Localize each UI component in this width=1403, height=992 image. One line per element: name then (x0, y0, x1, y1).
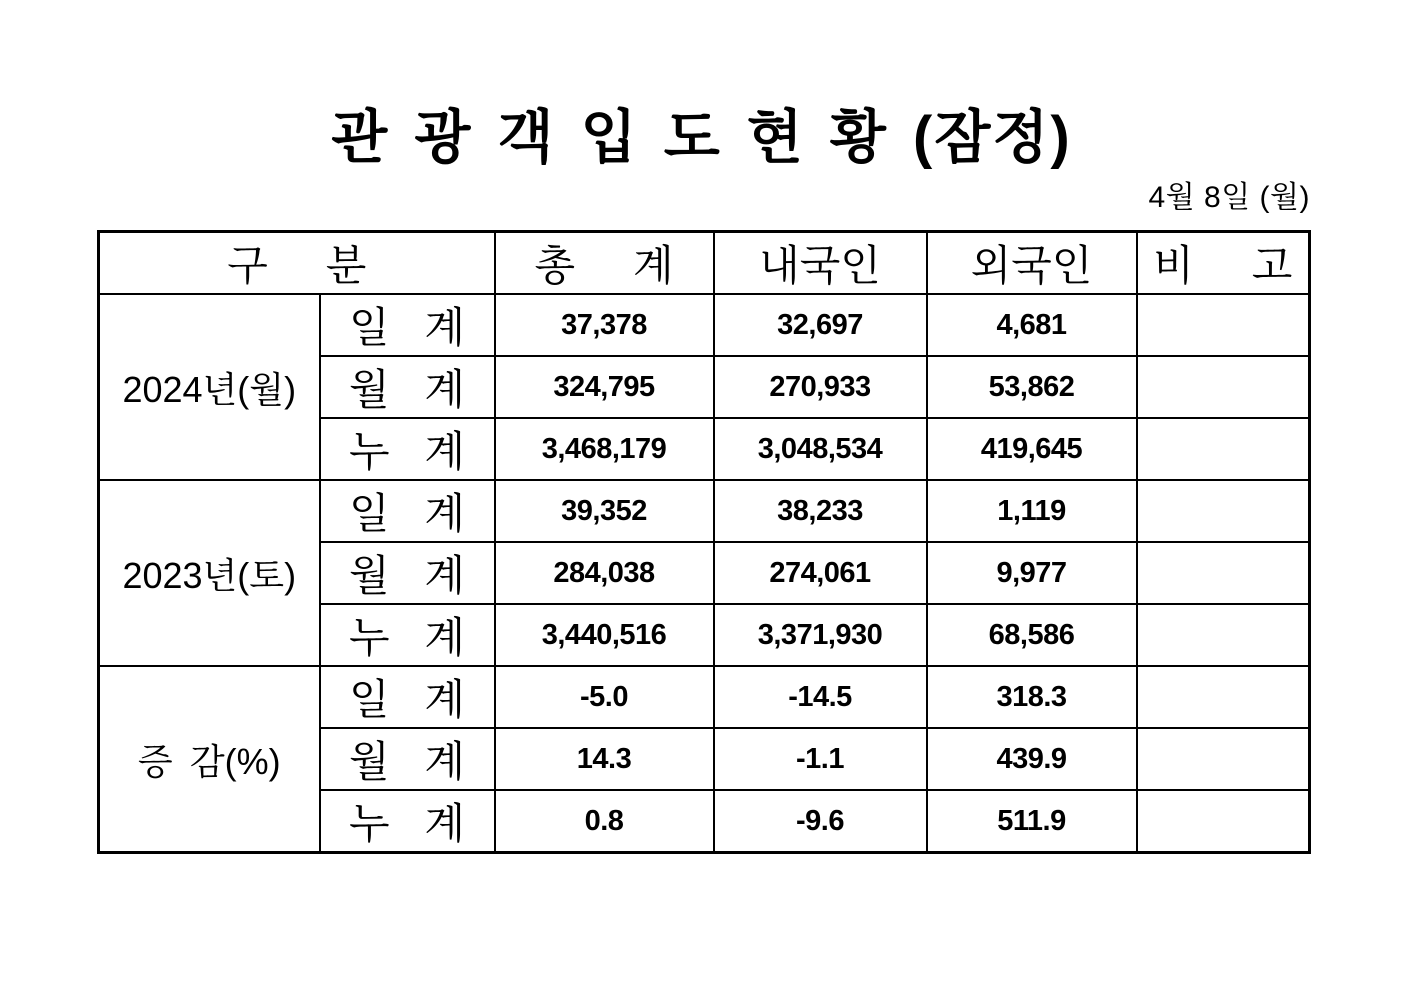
value-domestic: -1.1 (714, 728, 927, 790)
value-domestic: -9.6 (714, 790, 927, 853)
remarks-cell (1137, 790, 1310, 853)
value-total: 39,352 (495, 480, 714, 542)
tourist-arrivals-table (97, 230, 1311, 854)
value-domestic: 3,371,930 (714, 604, 927, 666)
value-domestic: 38,233 (714, 480, 927, 542)
row-label-cumulative: 누 계 (320, 418, 495, 480)
change-percent-label: 증 감(%) (99, 666, 320, 853)
value-domestic: 3,048,534 (714, 418, 927, 480)
value-foreign: 68,586 (927, 604, 1137, 666)
row-label-cumulative: 누 계 (320, 790, 495, 853)
row-label-daily: 일 계 (320, 480, 495, 542)
row-label-monthly: 월 계 (320, 728, 495, 790)
value-total: -5.0 (495, 666, 714, 728)
header-cell-gubun: 구 분 (99, 232, 495, 295)
remarks-cell (1137, 666, 1310, 728)
remarks-cell (1137, 728, 1310, 790)
table-row (99, 480, 1310, 542)
remarks-cell (1137, 356, 1310, 418)
header-cell-remarks: 비 고 (1137, 232, 1310, 295)
value-foreign: 1,119 (927, 480, 1137, 542)
value-foreign: 419,645 (927, 418, 1137, 480)
value-domestic: -14.5 (714, 666, 927, 728)
year-label-2024: 2024년(월) (99, 294, 320, 480)
remarks-cell (1137, 604, 1310, 666)
value-domestic: 32,697 (714, 294, 927, 356)
report-date: 4월 8일 (월) (1148, 181, 1310, 214)
row-label-monthly: 월 계 (320, 542, 495, 604)
value-domestic: 270,933 (714, 356, 927, 418)
value-total: 3,468,179 (495, 418, 714, 480)
value-foreign: 53,862 (927, 356, 1137, 418)
year-label-2023: 2023년(토) (99, 480, 320, 666)
header-cell-total: 총 계 (495, 232, 714, 295)
remarks-cell (1137, 480, 1310, 542)
row-label-daily: 일 계 (320, 294, 495, 356)
value-foreign: 439.9 (927, 728, 1137, 790)
value-total: 0.8 (495, 790, 714, 853)
table-row (99, 666, 1310, 728)
value-foreign: 511.9 (927, 790, 1137, 853)
row-label-daily: 일 계 (320, 666, 495, 728)
header-cell-foreign: 외국인 (927, 232, 1137, 295)
value-total: 284,038 (495, 542, 714, 604)
table-header-row (99, 232, 1310, 295)
value-foreign: 4,681 (927, 294, 1137, 356)
remarks-cell (1137, 294, 1310, 356)
row-label-cumulative: 누 계 (320, 604, 495, 666)
table-row (99, 294, 1310, 356)
value-total: 14.3 (495, 728, 714, 790)
row-label-monthly: 월 계 (320, 356, 495, 418)
remarks-cell (1137, 418, 1310, 480)
value-foreign: 318.3 (927, 666, 1137, 728)
value-domestic: 274,061 (714, 542, 927, 604)
value-foreign: 9,977 (927, 542, 1137, 604)
header-cell-domestic: 내국인 (714, 232, 927, 295)
value-total: 324,795 (495, 356, 714, 418)
value-total: 3,440,516 (495, 604, 714, 666)
page-title: 관 광 객 입 도 현 황 (잠정) (331, 105, 1072, 170)
remarks-cell (1137, 542, 1310, 604)
value-total: 37,378 (495, 294, 714, 356)
